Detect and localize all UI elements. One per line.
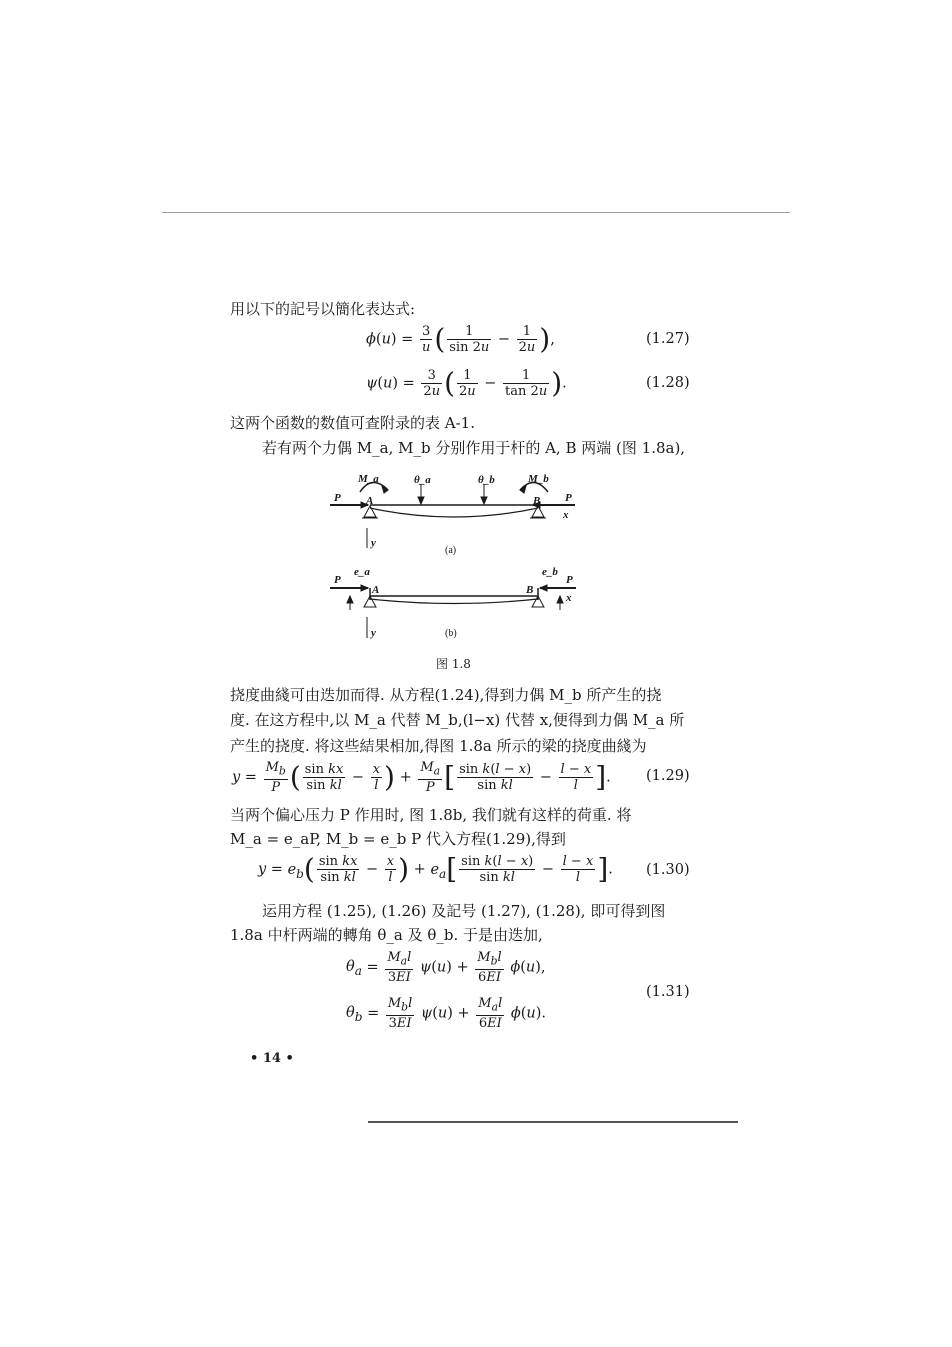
- paragraph-2-line-1: 当两个偏心压力 P 作用时, 图 1.8b, 我们就有这样的荷重. 将: [230, 806, 632, 824]
- eq-number-1-31: (1.31): [646, 984, 690, 1000]
- footer-rule: [368, 1121, 738, 1123]
- fig-b-P-right: P: [566, 574, 573, 586]
- couples-text: 若有两个力偶 M_a, M_b 分别作用于杆的 A, B 两端 (图 1.8a),: [262, 439, 686, 457]
- equation-1-31-theta-a: $\theta_a$ = $\frac{M_al}{3EI}$ ψ(u) + $\frac{M_bl}{6EI}$ ϕ(u),: [346, 950, 546, 985]
- fig-b-A: A: [372, 584, 380, 596]
- equation-1-28: ψ(u) = $\frac{3}{2u}$ ( $\frac{1}{2u}$ − $\frac{1}{\tan 2u}$ ).: [366, 366, 567, 400]
- paragraph-3-line-1: 运用方程 (1.25), (1.26) 及記号 (1.27), (1.28), 即可得到图: [262, 902, 666, 920]
- equation-1-31-theta-b: $\theta_b$ = $\frac{M_bl}{3EI}$ ψ(u) + $\frac{M_al}{6EI}$ ϕ(u).: [346, 996, 547, 1031]
- fig-b-P-left: P: [334, 574, 341, 586]
- fig-a-B: B: [533, 495, 541, 507]
- fig-b-x: x: [566, 592, 572, 604]
- equation-1-27: ϕ(u) = $\frac{3}{u}$ ( $\frac{1}{\sin 2u}$ − $\frac{1}{2u}$ ),: [366, 322, 555, 356]
- page-number: • 14 •: [250, 1051, 294, 1066]
- fig-a-theta-b: θ_b: [478, 474, 495, 486]
- eq-number-1-27: (1.27): [646, 331, 690, 347]
- fig-a-Ma: M_a: [358, 473, 379, 485]
- fig-a-P-left: P: [334, 492, 341, 504]
- equation-1-29: y = $\frac{M_b}{P}$ ( $\frac{\text{sin kx}}{\text{sin kl}}$ − $\frac{x}{l}$ ) + $\frac{M_a}{P}$ [ $\frac{\text{sin k(l − x)}}{\text{sin kl}}$ − $\frac{l - x}{l}$ ].: [232, 760, 611, 795]
- fig-a-theta-a: θ_a: [414, 474, 431, 486]
- fig-a-y: y: [371, 537, 376, 549]
- eq-number-1-30: (1.30): [646, 862, 690, 878]
- paragraph-1-line-1: 挠度曲綫可由迭加而得. 从方程(1.24),得到力偶 M_b 所产生的挠: [230, 686, 662, 704]
- fig-a-x: x: [563, 509, 569, 521]
- fig-a-label: (a): [445, 545, 457, 556]
- paragraph-2-line-2: M_a = e_aP, M_b = e_b P 代入方程(1.29),得到: [230, 830, 566, 848]
- fig-b-label: (b): [445, 628, 457, 639]
- eq-number-1-28: (1.28): [646, 375, 690, 391]
- figure-a: [330, 482, 575, 548]
- figure-caption: 图 1.8: [436, 657, 471, 671]
- table-reference-text: 这两个函数的数值可查附录的表 A-1.: [230, 414, 475, 432]
- intro-text: 用以下的記号以簡化表达式:: [230, 300, 416, 318]
- eq-number-1-29: (1.29): [646, 768, 690, 784]
- fig-b-B: B: [526, 584, 534, 596]
- fig-a-P-right: P: [565, 492, 572, 504]
- fig-b-y: y: [371, 627, 376, 639]
- header-rule: [162, 212, 790, 213]
- fig-b-eb: e_b: [542, 566, 558, 578]
- fig-a-A: A: [366, 495, 374, 507]
- paragraph-3-line-2: 1.8a 中杆两端的轉角 θ_a 及 θ_b. 于是由迭加,: [230, 926, 543, 944]
- equation-1-30: $y = e_b$( $\frac{\text{sin kx}}{\text{sin kl}}$ − $\frac{x}{l}$ ) + $e_a$[ $\frac{\text{sin k(l − x)}}{\text{sin kl}}$ − $\frac{l - x}{l}$ ].: [258, 852, 613, 886]
- paragraph-1-line-2: 度. 在这方程中,以 M_a 代替 M_b,(l−x) 代替 x,便得到力偶 M_a 所: [230, 711, 685, 729]
- figure-1-8: [320, 462, 590, 662]
- fig-a-Mb: M_b: [528, 473, 549, 485]
- fig-b-ea: e_a: [354, 566, 370, 578]
- paragraph-1-line-3: 产生的挠度. 将这些結果相加,得图 1.8a 所示的梁的挠度曲綫为: [230, 737, 647, 755]
